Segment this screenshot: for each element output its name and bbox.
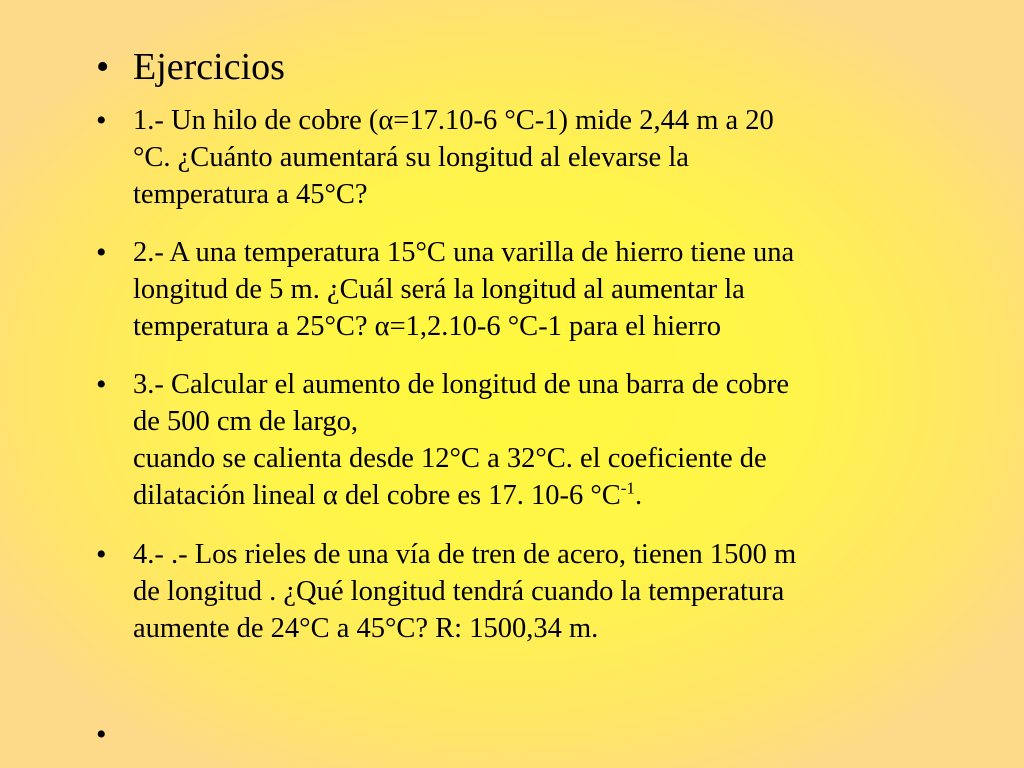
exercise-3-text — [133, 366, 943, 514]
exercise-4-text — [133, 536, 943, 647]
text-line-prefix: dilatación lineal α del cobre es 17. 10-6 °C — [133, 480, 621, 511]
text-line: temperatura a 45°C? — [133, 179, 368, 210]
bullet-icon: • — [96, 46, 110, 88]
text-line: longitud de 5 m. ¿Cuál será la longitud al aumentar la — [133, 274, 745, 305]
bullet-icon: • — [96, 368, 107, 401]
bullet-icon: • — [96, 538, 107, 571]
text-line-suffix: . — [634, 480, 643, 511]
bullet-icon: • — [96, 104, 107, 137]
slide-title: Ejercicios — [133, 46, 285, 88]
text-line: de 500 cm de largo, — [133, 406, 359, 437]
text-line — [133, 477, 943, 514]
exercise-2-text — [133, 234, 943, 345]
text-line: aumente de 24°C a 45°C? R: 1500,34 m. — [133, 613, 599, 644]
text-line: cuando se calienta desde 12°C a 32°C. el coeficiente de — [133, 443, 767, 474]
text-line: 3.- Calcular el aumento de longitud de una barra de cobre — [133, 369, 790, 400]
exercise-1-text — [133, 102, 943, 213]
text-line: 2.- A una temperatura 15°C una varilla de hierro tiene una — [133, 237, 795, 268]
text-line: °C. ¿Cuánto aumentará su longitud al elevarse la — [133, 142, 689, 173]
text-line: 4.- .- Los rieles de una vía de tren de acero, tienen 1500 m — [133, 539, 797, 570]
bullet-icon: • — [96, 236, 107, 269]
text-line: de longitud . ¿Qué longitud tendrá cuando la temperatura — [133, 576, 785, 607]
text-line: 1.- Un hilo de cobre (α=17.10-6 °C-1) mide 2,44 m a 20 — [133, 105, 774, 136]
bullet-icon: • — [96, 718, 107, 751]
superscript: -1 — [620, 478, 635, 498]
text-line: temperatura a 25°C? α=1,2.10-6 °C-1 para el hierro — [133, 311, 721, 342]
